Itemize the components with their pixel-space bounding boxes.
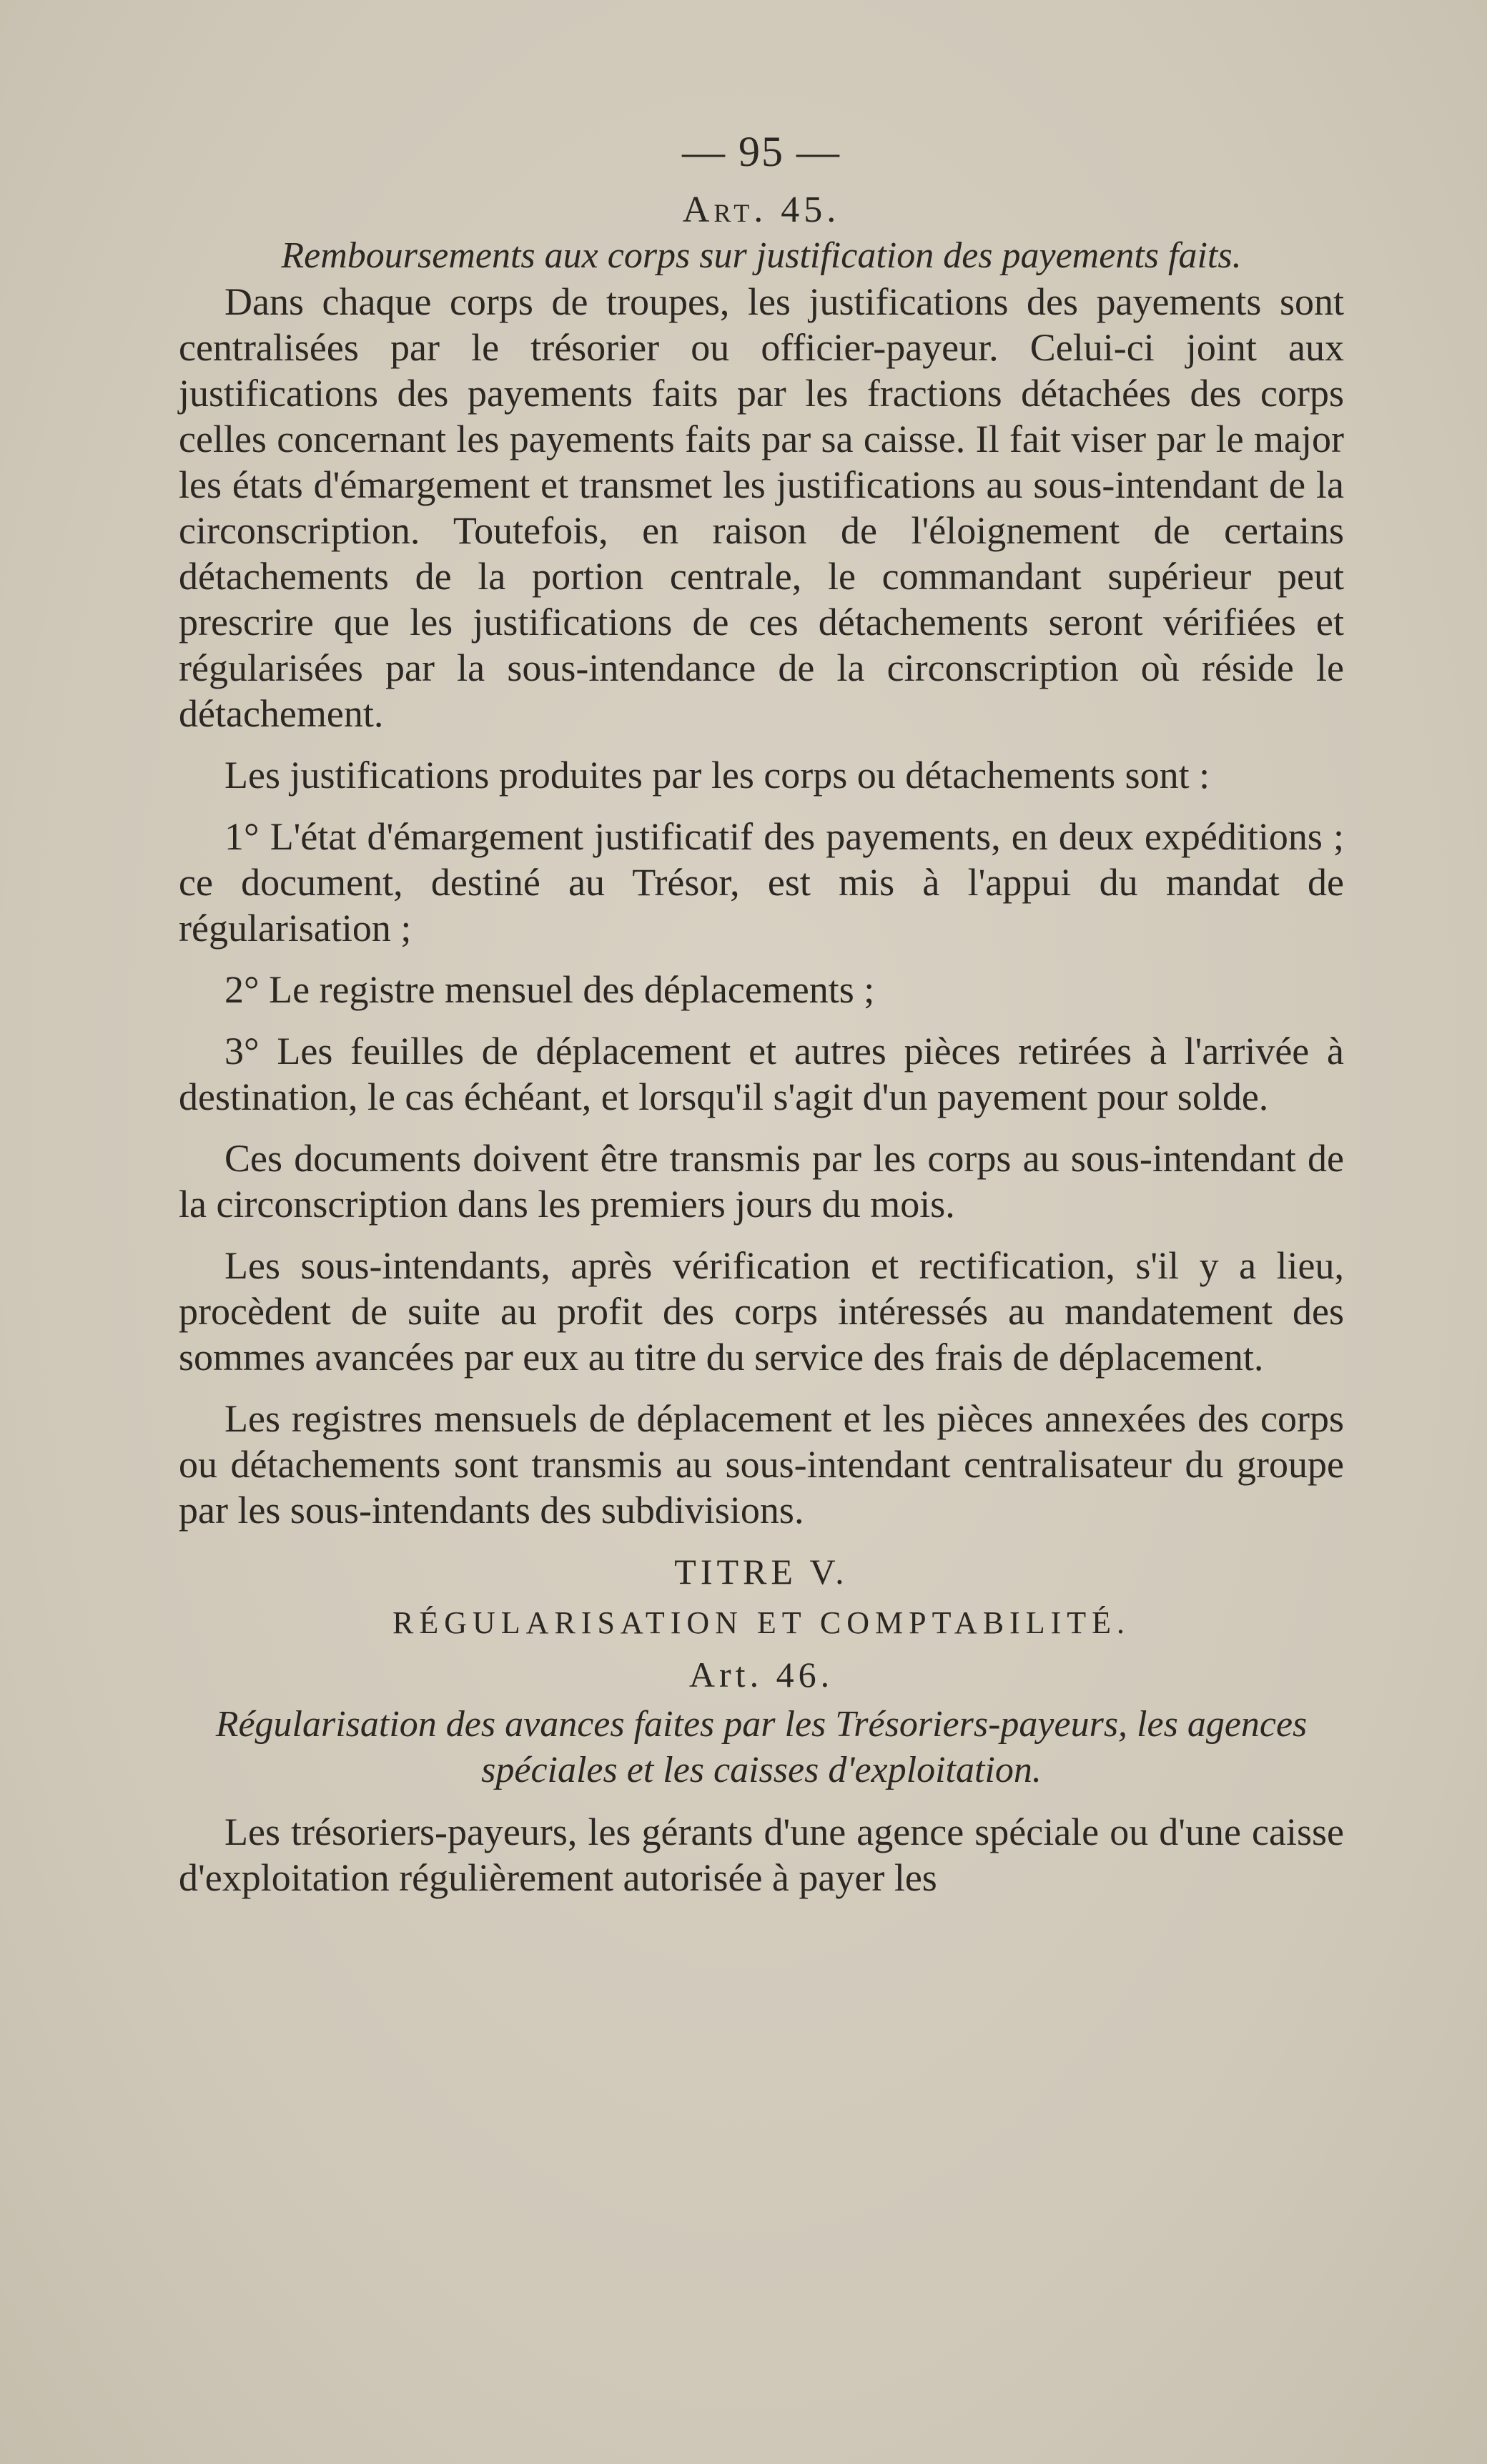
titre-heading: TITRE V. [674,1552,849,1592]
paragraph: 3° Les feuilles de déplacement et autres pièces retirées à l'arrivée à destination, le cas échéant, et lorsqu'il s'agit d'un payement pour solde. [179,1030,1344,1118]
paragraph: Les sous-intendants, après vérification et rectification, s'il y a lieu, procèdent de suite au profit des corps intéressés au mandatement des sommes avancées par eux au titre du service des frais de déplacement. [179,1244,1344,1379]
paragraph: Dans chaque corps de troupes, les justifications des payements sont centralisées par le trésorier ou officier-payeur. Celui-ci joint aux justifications des payements faits par les fractions détachées des corps celles concernant les payements faits par sa caisse. Il fait viser par le major les états d'émargement et transmet les justifications au sous-intendant de la circonscription. Toutefois, en raison de l'éloignement de certains détachements de la portion centrale, le commandant supérieur peut prescrire que les justifications de ces détachements seront vérifiées et régularisées par la sous-intendance de la circonscription où réside le détachement. [179,280,1344,735]
page-number: — 95 — [682,128,841,175]
paragraph: Ces documents doivent être transmis par les corps au sous-intendant de la circonscription dans les premiers jours du mois. [179,1137,1344,1226]
text-block [179,129,1344,1916]
paragraph: Les registres mensuels de déplacement et les pièces annexées des corps ou détachements sont transmis au sous-intendant centralisateur du groupe par les sous-intendants des subdivisions. [179,1397,1344,1532]
final-paragraph: Les trésoriers-payeurs, les gérants d'une agence spéciale ou d'une caisse d'exploitation régulièrement autorisée à payer les [179,1810,1344,1899]
article-45-subtitle: Remboursements aux corps sur justification des payements faits. [281,235,1242,276]
paragraph: 1° L'état d'émargement justificatif des payements, en deux expéditions ; ce document, destiné au Trésor, est mis à l'appui du mandat de régularisation ; [179,815,1344,950]
paragraph: 2° Le registre mensuel des déplacements ; [224,968,875,1011]
article-46-subtitle: Régularisation des avances faites par les Trésoriers-payeurs, les agences spéciales et les caisses d'exploitation. [215,1704,1308,1790]
section-title: RÉGULARISATION ET COMPTABILITÉ. [392,1605,1130,1640]
article-45-label: Art. 45. [682,189,841,230]
paragraph: Les justifications produites par les corps ou détachements sont : [224,754,1210,797]
article-46-label: Art. 46. [688,1655,834,1695]
